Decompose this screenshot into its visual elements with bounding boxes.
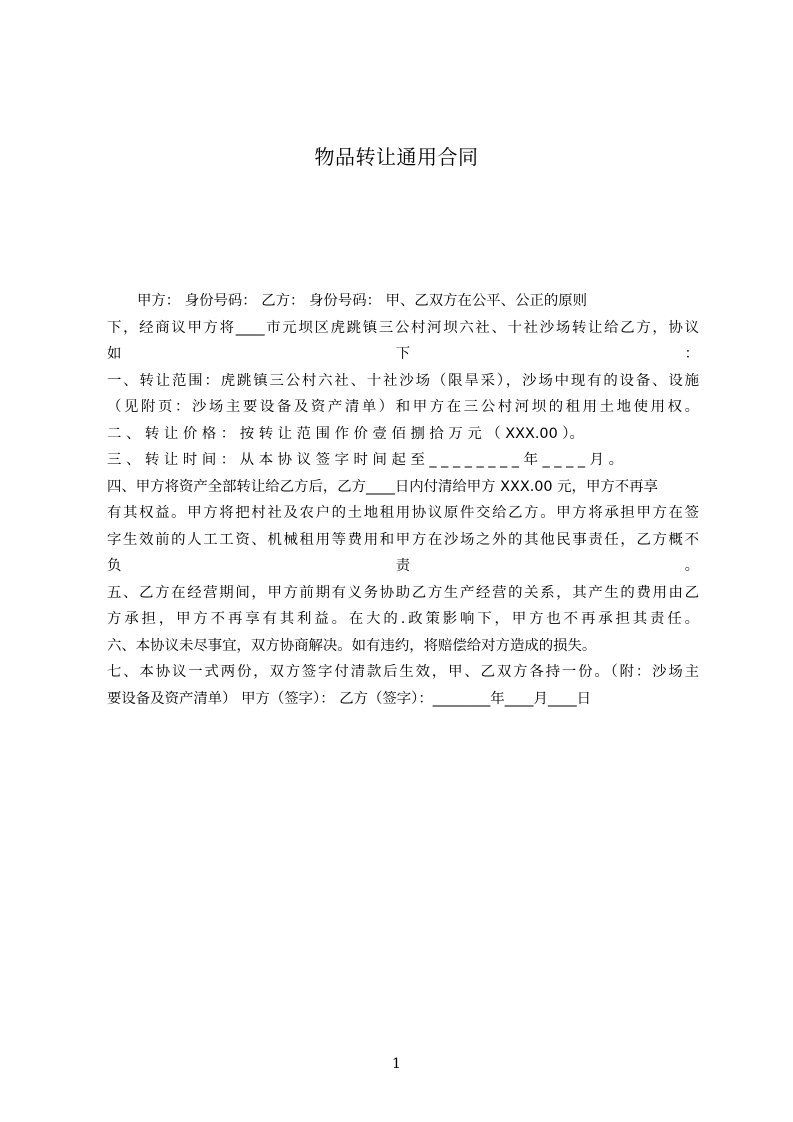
paragraph-line: 下，经商议甲方将____市元坝区虎跳镇三公村河坝六社、十社沙场转让给乙方，协议 xyxy=(107,319,699,336)
paragraph-line: 甲方： 身份号码： 乙方： 身份号码： 甲、乙双方在公平、公正的原则 xyxy=(137,293,588,309)
paragraph-line: 要设备及资产清单） 甲方（签字）： 乙方（签字）：________年____月____日 xyxy=(107,690,592,707)
paragraph-line: 字生效前的人工工资、机械租用等费用和甲方在沙场之外的其他民事责任，乙方概不 xyxy=(107,531,699,548)
paragraph-line: 负 责 。 xyxy=(107,558,699,574)
paragraph-line: 二 、 转 让 价 格 ： 按 转 让 范 围 作 价 壹 佰 捌 拾 万 元 （ XXX.00 ）。 xyxy=(107,425,584,442)
paragraph-line: 三 、 转 让 时 间 ： 从 本 协 议 签 字 时 间 起 至 _ _ _ _ _ _ _ _ 年 _ _ _ _ 月 。 xyxy=(107,452,623,468)
paragraph-line: 有其权益。甲方将把村社及农户的土地租用协议原件交给乙方。甲方将承担甲方在签 xyxy=(107,505,699,521)
paragraph-line: 五、乙方在经营期间，甲方前期有义务协助乙方生产经营的关系，其产生的费用由乙 xyxy=(107,584,699,601)
paragraph-line: 七、本协议一式两份，双方签字付清款后生效，甲、乙双方各持一份。（附：沙场主 xyxy=(107,664,699,680)
paragraph-line: 六、本协议未尽事宜，双方协商解决。如有违约，将赔偿给对方造成的损失。 xyxy=(107,637,597,654)
page-number: 1 xyxy=(392,1056,401,1072)
document-title: 物品转让通用合同 xyxy=(314,145,479,169)
document-body xyxy=(107,288,699,712)
paragraph-line: （见附页：沙场主要设备及资产清单）和甲方在三公村河坝的租用土地使用权。 xyxy=(107,399,699,415)
paragraph-line: 四、甲方将资产全部转让给乙方后，乙方____日内付清给甲方 XXX.00 元，甲方不再享 xyxy=(107,478,658,495)
paragraph-line: 方承担，甲方不再享有其利益。在大的.政策影响下，甲方也不再承担其责任。 xyxy=(107,611,699,627)
paragraph-line: 一、转让范围：虎跳镇三公村六社、十社沙场（限旱采），沙场中现有的设备、设施 xyxy=(107,372,699,389)
paragraph-line: 如 下 ： xyxy=(107,346,699,362)
